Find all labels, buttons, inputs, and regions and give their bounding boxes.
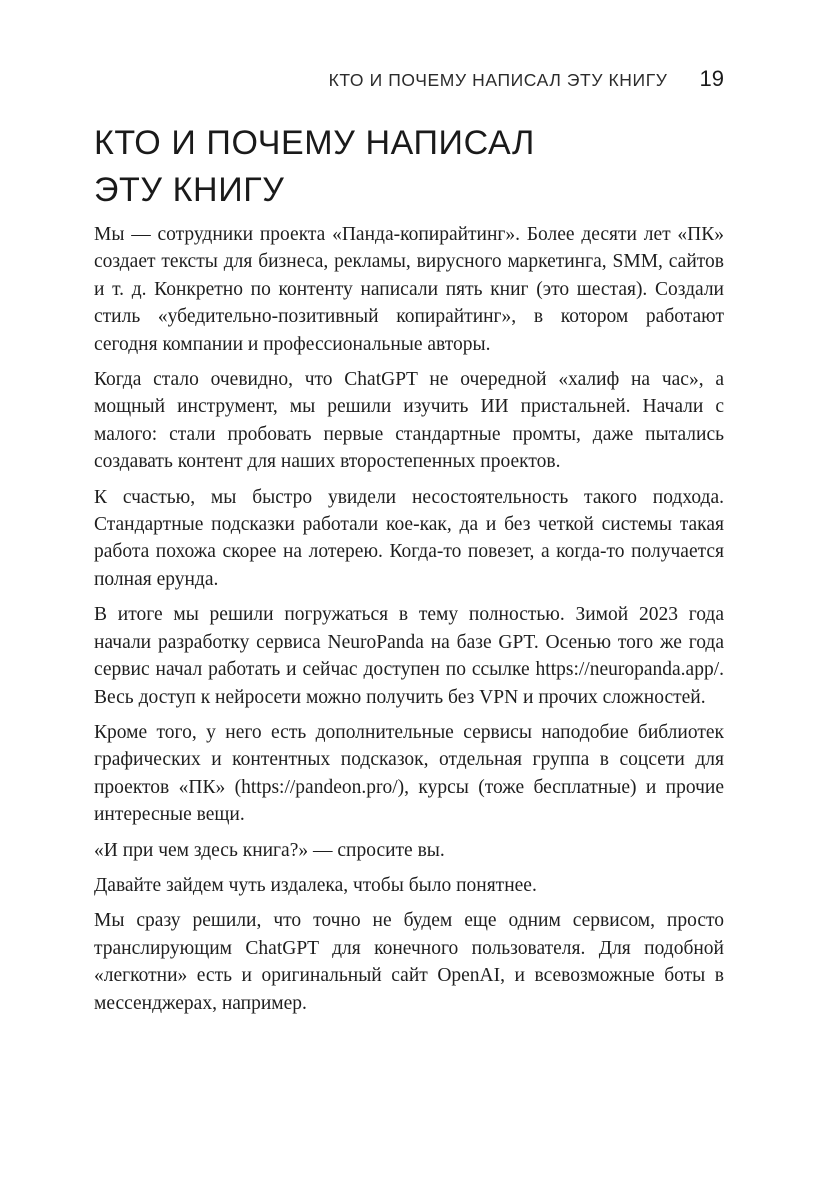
body-text [94, 221, 724, 1025]
running-title: КТО И ПОЧЕМУ НАПИСАЛ ЭТУ КНИГУ [328, 70, 668, 90]
paragraph: К счастью, мы быстро увидели несостоятельность такого подхода. Стандартные подсказки работали кое-как, да и без четкой системы такая работа похожа скорее на лотерею. Когда-то повезет, а когда-то получается полная ерунда. [94, 486, 724, 590]
page-number: 19 [699, 66, 724, 91]
paragraph: «И при чем здесь книга?» — спросите вы. [94, 839, 445, 861]
paragraph: Когда стало очевидно, что ChatGPT не очередной «халиф на час», а мощный инструмент, мы решили изучить ИИ пристальней. Начали с малого: стали пробовать первые стандартные промты, даже пытались создавать контент для наших второстепенных проектов. [94, 369, 724, 473]
chapter-title-line-1: КТО И ПОЧЕМУ НАПИСАЛ [94, 124, 535, 162]
paragraph: Мы сразу решили, что точно не будем еще одним сервисом, просто транслирующим ChatGPT для конечного пользователя. Для подобной «легкотни» есть и оригинальный сайт OpenAI, и всевозможные боты в мессенджерах, например. [94, 910, 724, 1014]
paragraph: Мы — сотрудники проекта «Панда-копирайтинг». Более десяти лет «ПК» создает тексты для бизнеса, рекламы, вирусного маркетинга, SMM, сайтов и т. д. Конкретно по контенту написали пять книг (это шестая). Создали стиль «убедительно-позитивный копирайтинг», в котором работают сегодня компании и профессиональные авторы. [94, 224, 724, 355]
paragraph: Давайте зайдем чуть издалека, чтобы было понятнее. [94, 874, 537, 896]
chapter-title-line-2: ЭТУ КНИГУ [94, 171, 285, 209]
running-header [94, 66, 724, 96]
paragraph: В итоге мы решили погружаться в тему полностью. Зимой 2023 года начали разработку сервиса NeuroPanda на базе GPT. Осенью того же года сервис начал работать и сейчас доступен по ссылке https://neuropanda.app/. Весь доступ к нейросети можно получить без VPN и прочих сложностей. [94, 604, 724, 708]
chapter-title [94, 120, 694, 214]
paragraph: Кроме того, у него есть дополнительные сервисы наподобие библиотек графических и контентных подсказок, отдельная группа в соцсети для проектов «ПК» (https://pandeon.pro/), курсы (тоже бесплатные) и прочие интересные вещи. [94, 721, 724, 826]
